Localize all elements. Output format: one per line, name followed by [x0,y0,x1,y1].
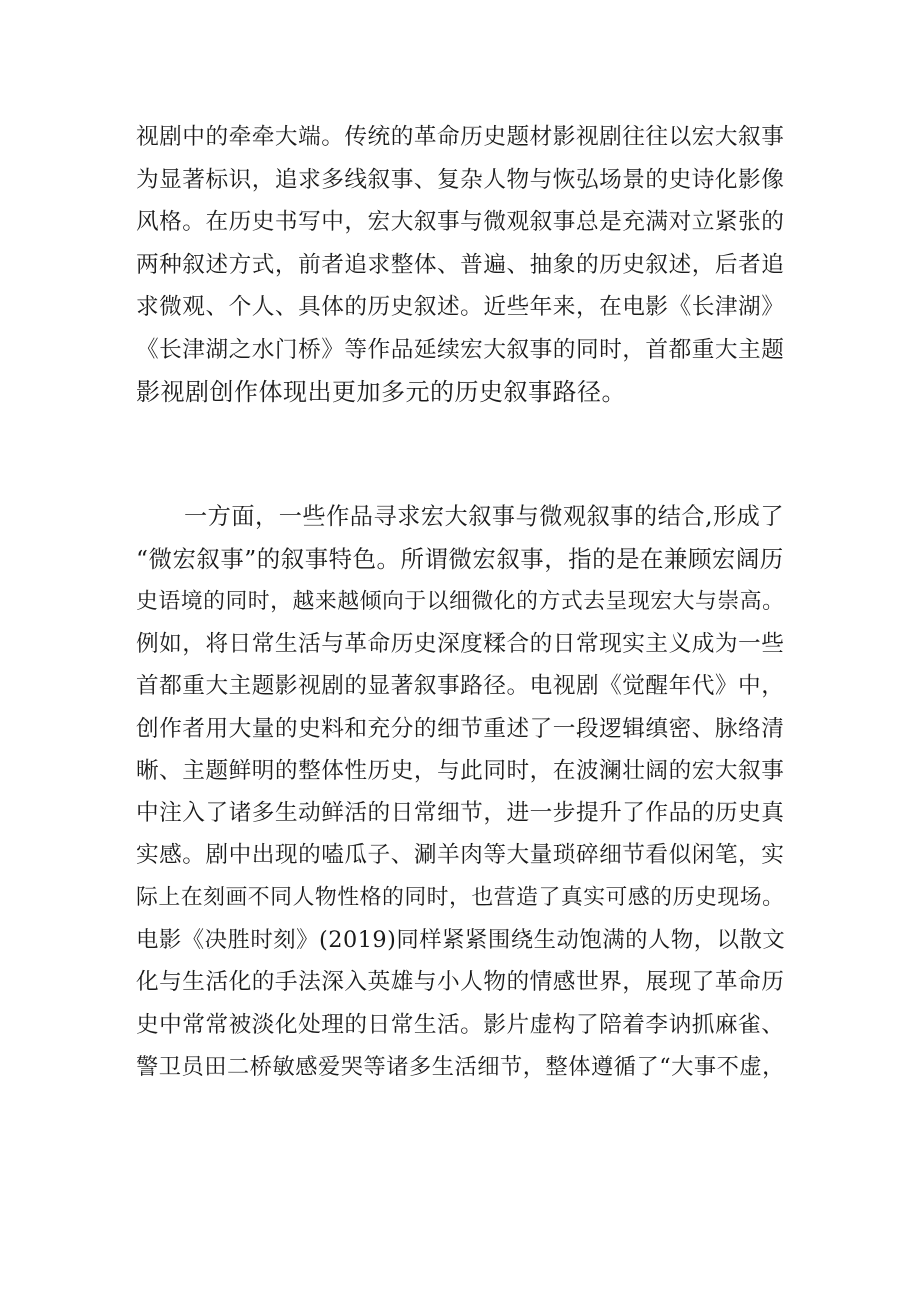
text-line: 创作者用大量的史料和充分的细节重述了一段逻辑缜密、脉络清 [136,716,785,742]
text-line: 为显著标识，追求多线叙事、复杂人物与恢弘场景的史诗化影像 [136,167,785,193]
text-line: 一方面，一些作品寻求宏大叙事与微观叙事的结合,形成了 [184,503,785,530]
text-line: 求微观、个人、具体的历史叙述。近些年来，在电影《长津湖》 [136,294,785,320]
text-line: 际上在刻画不同人物性格的同时，也营造了真实可感的历史现场。 [136,885,785,910]
text-line: 电影《决胜时刻》(2019)同样紧紧围绕生动饱满的人物，以散文 [136,927,786,953]
text-line: 视剧中的牵牵大端。传统的革命历史题材影视剧往往以宏大叙事 [136,124,785,150]
text-line: 化与生活化的手法深入英雄与小人物的情感世界，展现了革命历 [136,969,785,995]
text-line: 史语境的同时，越来越倾向于以细微化的方式去呈现宏大与崇高。 [136,589,785,614]
text-line: 首都重大主题影视剧的显著叙事路径。电视剧《觉醒年代》中， [136,673,785,699]
text-line: 中注入了诸多生动鲜活的日常细节，进一步提升了作品的历史真 [136,800,785,826]
text-line: 影视剧创作体现出更加多元的历史叙事路径。 [136,378,626,406]
text-line: 实感。剧中出现的嗑瓜子、涮羊肉等大量琐碎细节看似闲笔，实 [136,842,785,868]
text-line: 风格。在历史书写中，宏大叙事与微观叙事总是充满对立紧张的 [136,209,785,235]
text-line: “微宏叙事”的叙事特色。所谓微宏叙事，指的是在兼顾宏阔历 [136,545,784,573]
text-line: 晰、主题鲜明的整体性历史，与此同时，在波澜壮阔的宏大叙事 [136,758,785,784]
text-line: 例如，将日常生活与革命历史深度糅合的日常现实主义成为一些 [136,631,785,657]
text-line: 警卫员田二桥敏感爱哭等诸多生活细节，整体遵循了“大事不虚， [136,1054,785,1080]
text-line: 《长津湖之水门桥》等作品延续宏大叙事的同时，首都重大主题 [136,337,785,363]
text-line: 两种叙述方式，前者追求整体、普遍、抽象的历史叙述，后者追 [136,252,785,278]
text-line: 史中常常被淡化处理的日常生活。影片虚构了陪着李讷抓麻雀、 [136,1012,785,1038]
